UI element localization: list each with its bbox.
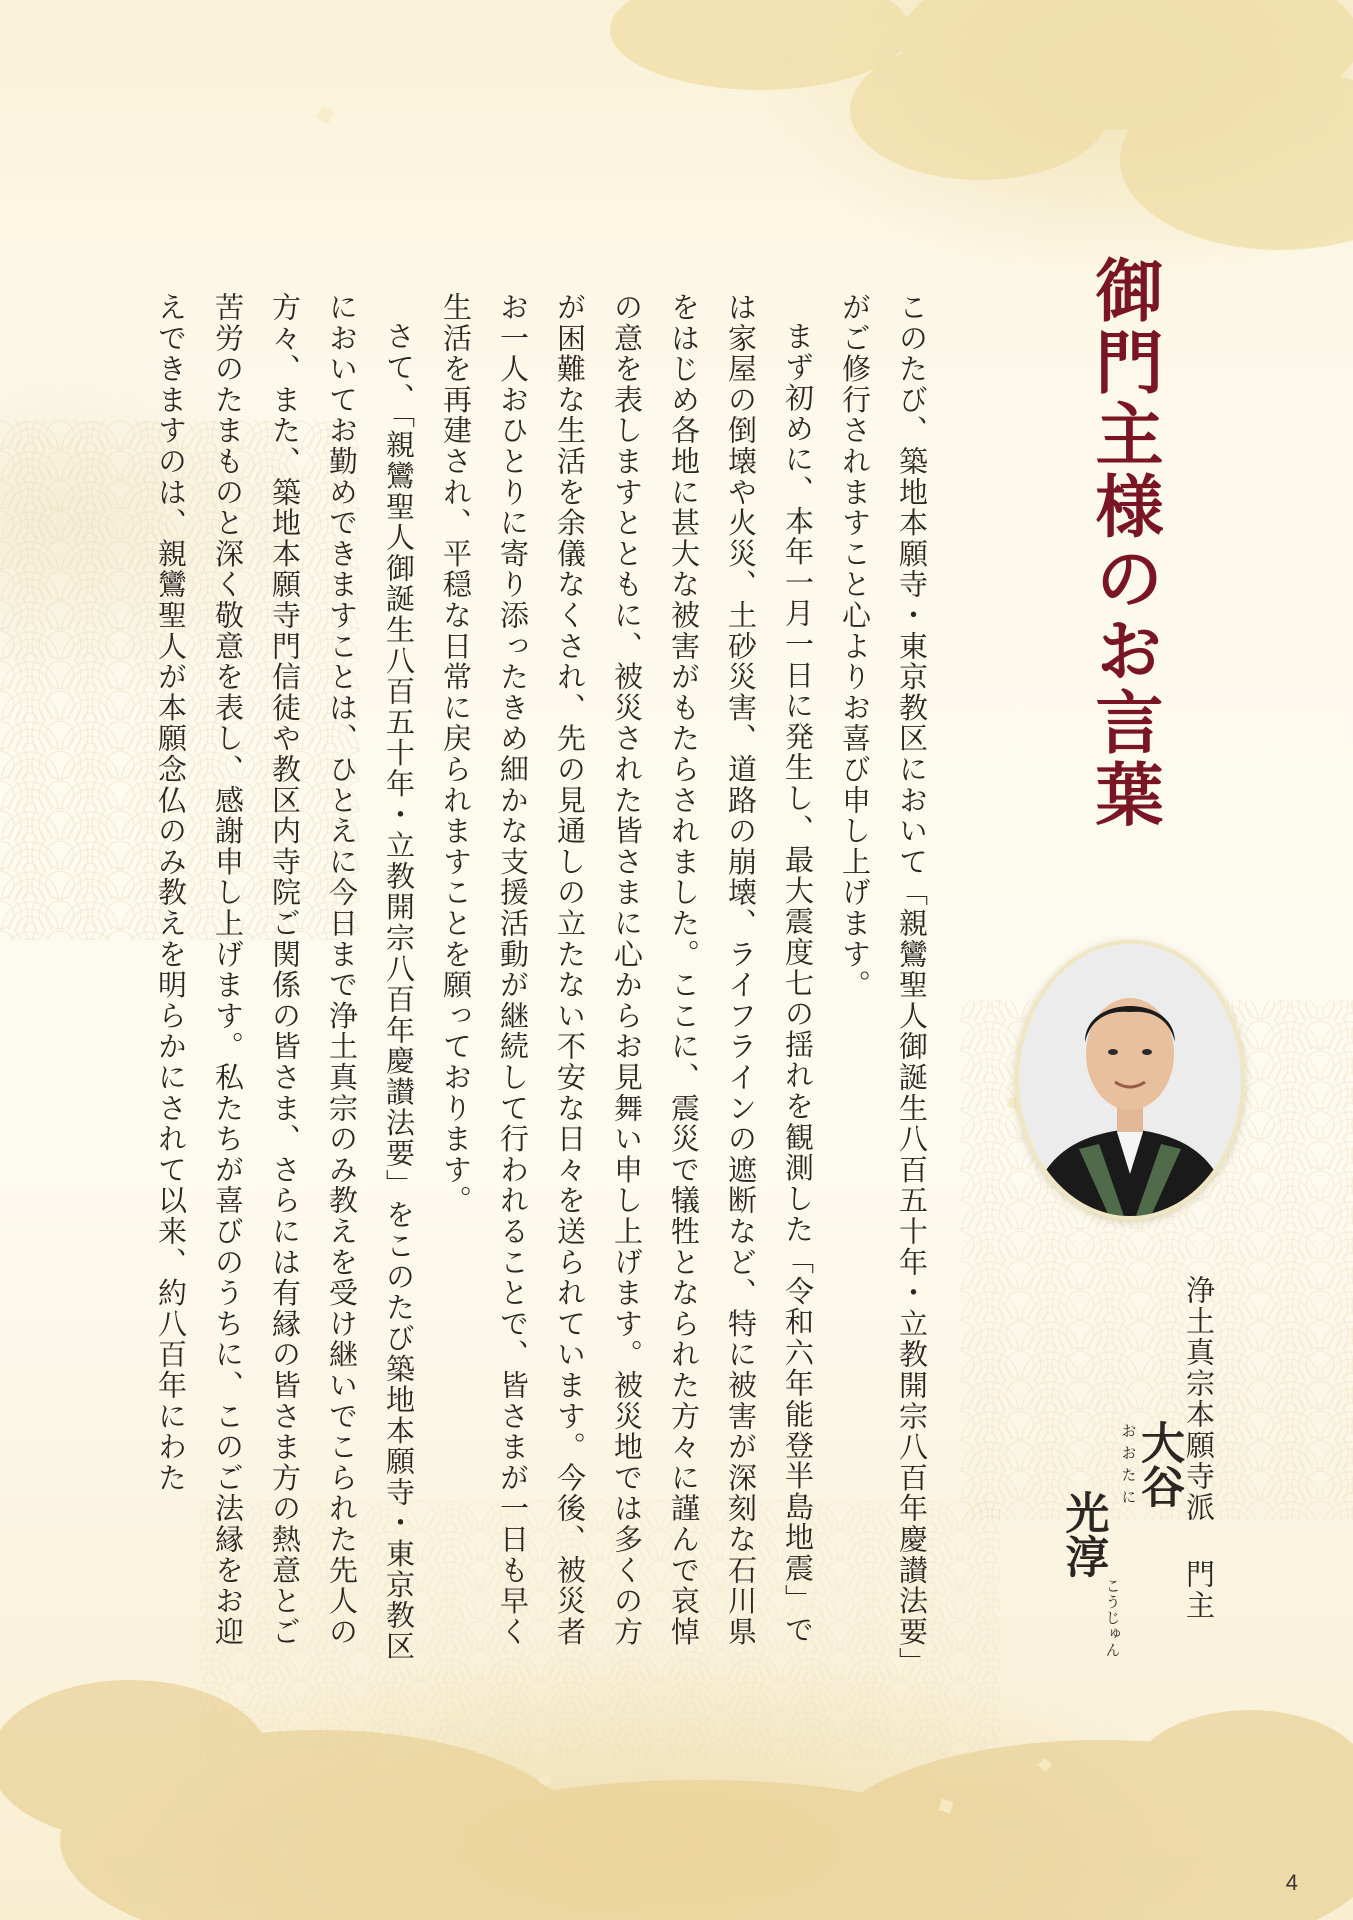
page-number: 4	[1285, 1870, 1298, 1895]
message-paragraph: このたび、築地本願寺・東京教区において「親鸞聖人御誕生八百五十年・立教開宗八百年慶讃法要」がご修行されますこと心よりお喜び申し上げます。	[838, 292, 929, 1664]
author-organization: 浄土真宗本願寺派 門主	[1182, 1275, 1216, 1621]
author-family-name: 大谷おおたに	[1119, 1420, 1184, 1508]
portrait-image	[1019, 944, 1241, 1216]
page-title: 御門主様のお言葉	[1084, 255, 1164, 831]
monshu-portrait	[1015, 940, 1245, 1220]
author-name	[1057, 1420, 1184, 1680]
message-paragraph: まず初めに、本年一月一日に発生し、最大震度七の揺れを観測した「令和六年能登半島地震」では家屋の倒壊や火災、土砂災害、道路の崩壊、ライフラインの遮断など、特に被害が深刻な石川県をはじめ各地に甚大な被害がもたらされました。ここに、震災で犠牲となられた方々に謹んで哀悼の意を表しますとともに、被災された皆さまに心からお見舞い申し上げます。被災地では多くの方が困難な生活を余儀なくされ、先の見通しの立たない不安な日々を送られています。今後、被災者お一人おひとりに寄り添ったきめ細かな支援活動が継続して行われることで、皆さまが一日も早く生活を再建され、平穏な日常に戻られますことを願っております。	[439, 292, 815, 1648]
author-given-name: 光淳こうじゅん	[1057, 1490, 1122, 1658]
message-body	[140, 292, 940, 1672]
family-name-reading: おおたに	[1119, 1420, 1138, 1508]
message-paragraph: さて、「親鸞聖人御誕生八百五十年・立教開宗八百年慶讃法要」をこのたび築地本願寺・東京教区においてお勤めできますことは、ひとえに今日まで浄土真宗のみ教えを受け継いでこられた先人の方々、また、築地本願寺門信徒や教区内寺院ご関係の皆さま、さらには有縁の皆さま方の熱意とご苦労のたまものと深く敬意を表し、感謝申し上げます。私たちが喜びのうちに、このご法縁をお迎えできますのは、親鸞聖人が本願念仏のみ教えを明らかにされて以来、約八百年にわた	[154, 292, 416, 1662]
given-name-reading: こうじゅん	[1103, 1578, 1122, 1658]
